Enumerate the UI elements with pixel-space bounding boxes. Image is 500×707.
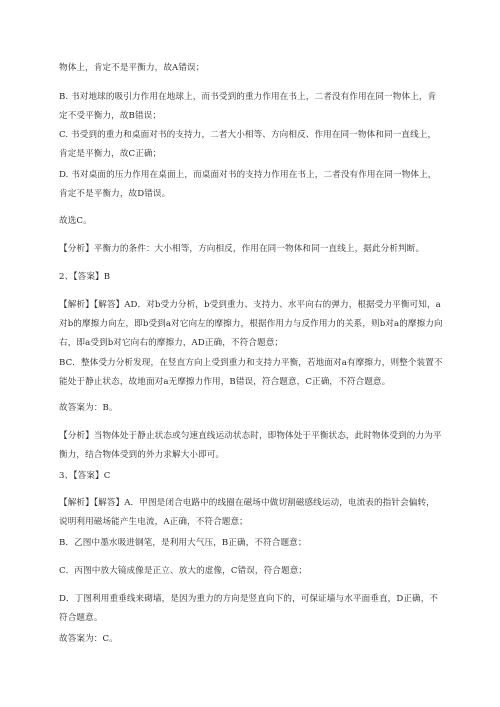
analysis-1: 【分析】平衡力的条件：大小相等，方向相反，作用在同一物体和同一直线上，据此分析判断。 bbox=[59, 244, 425, 254]
answer-choice-1: 故选C。 bbox=[59, 216, 92, 226]
question-3-solution-a: 【解析】【解答】A．甲图是闭合电路中的线圈在磁场中做切割磁感线运动，电流表的指针会偏转，说明利用磁场能产生电流，A正确，不符合题意； bbox=[59, 498, 435, 527]
question-2-answer: 2、【答案】B bbox=[59, 272, 111, 282]
analysis-2: 【分析】当物体处于静止状态或匀速直线运动状态时，即物体处于平衡状态，此时物体受到的力为平衡力，结合物体受到的外力求解大小即可。 bbox=[59, 431, 442, 460]
paragraph-a-conclusion: 物体上，肯定不是平衡力，故A错误； bbox=[59, 63, 205, 73]
paragraph-option-d: D. 书对桌面的压力作用在桌面上，而桌面对书的支持力作用在书上，二者没有作用在同一物体上，肯定不是平衡力，故D错误。 bbox=[59, 170, 437, 199]
question-2-solution-ad: 【解析】【解答】AD．对b受力分析，b受到重力、支持力、水平向右的弹力，根据受力平衡可知，a对b的摩擦力向左，即b受到a对它向左的摩擦力，根据作用力与反作用力的关系，则b对a的摩擦力向右，即a受到b对它向右的摩擦力，AD正确，不符合题意； bbox=[59, 300, 443, 348]
question-3-answer: 3、【答案】C bbox=[59, 471, 111, 481]
question-3-solution-d: D．丁图利用重垂线来砌墙，是因为重力的方向是竖直向下的，可保证墙与水平面垂直，D正确，不符合题意。 bbox=[59, 594, 439, 623]
paragraph-option-b: B. 书对地球的吸引力作用在地球上，而书受到的重力作用在书上，二者没有作用在同一物体上，肯定不受平衡力，故B错误； bbox=[59, 92, 437, 121]
question-3-solution-b: B．乙图中墨水吸进钢笔，是利用大气压，B正确，不符合题意； bbox=[59, 538, 307, 548]
question-2-solution-bc: BC．整体受力分析发现，在竖直方向上受到重力和支持力平衡，若地面对a有摩擦力，则整个装置不能处于静止状态，故地面对a无摩擦力作用，B错误，符合题意，C正确，不符合题意。 bbox=[59, 358, 443, 387]
paragraph-option-c: C. 书受到的重力和桌面对书的支持力，二者大小相等、方向相反、作用在同一物体和同一直线上，肯定是平衡力，故C正确； bbox=[59, 130, 437, 159]
answer-choice-3: 故答案为：C。 bbox=[59, 634, 118, 644]
answer-choice-2: 故答案为：B。 bbox=[59, 403, 118, 413]
question-3-solution-c: C．丙图中放大镜成像是正立、放大的虚像，C错误，符合题意； bbox=[59, 566, 308, 576]
